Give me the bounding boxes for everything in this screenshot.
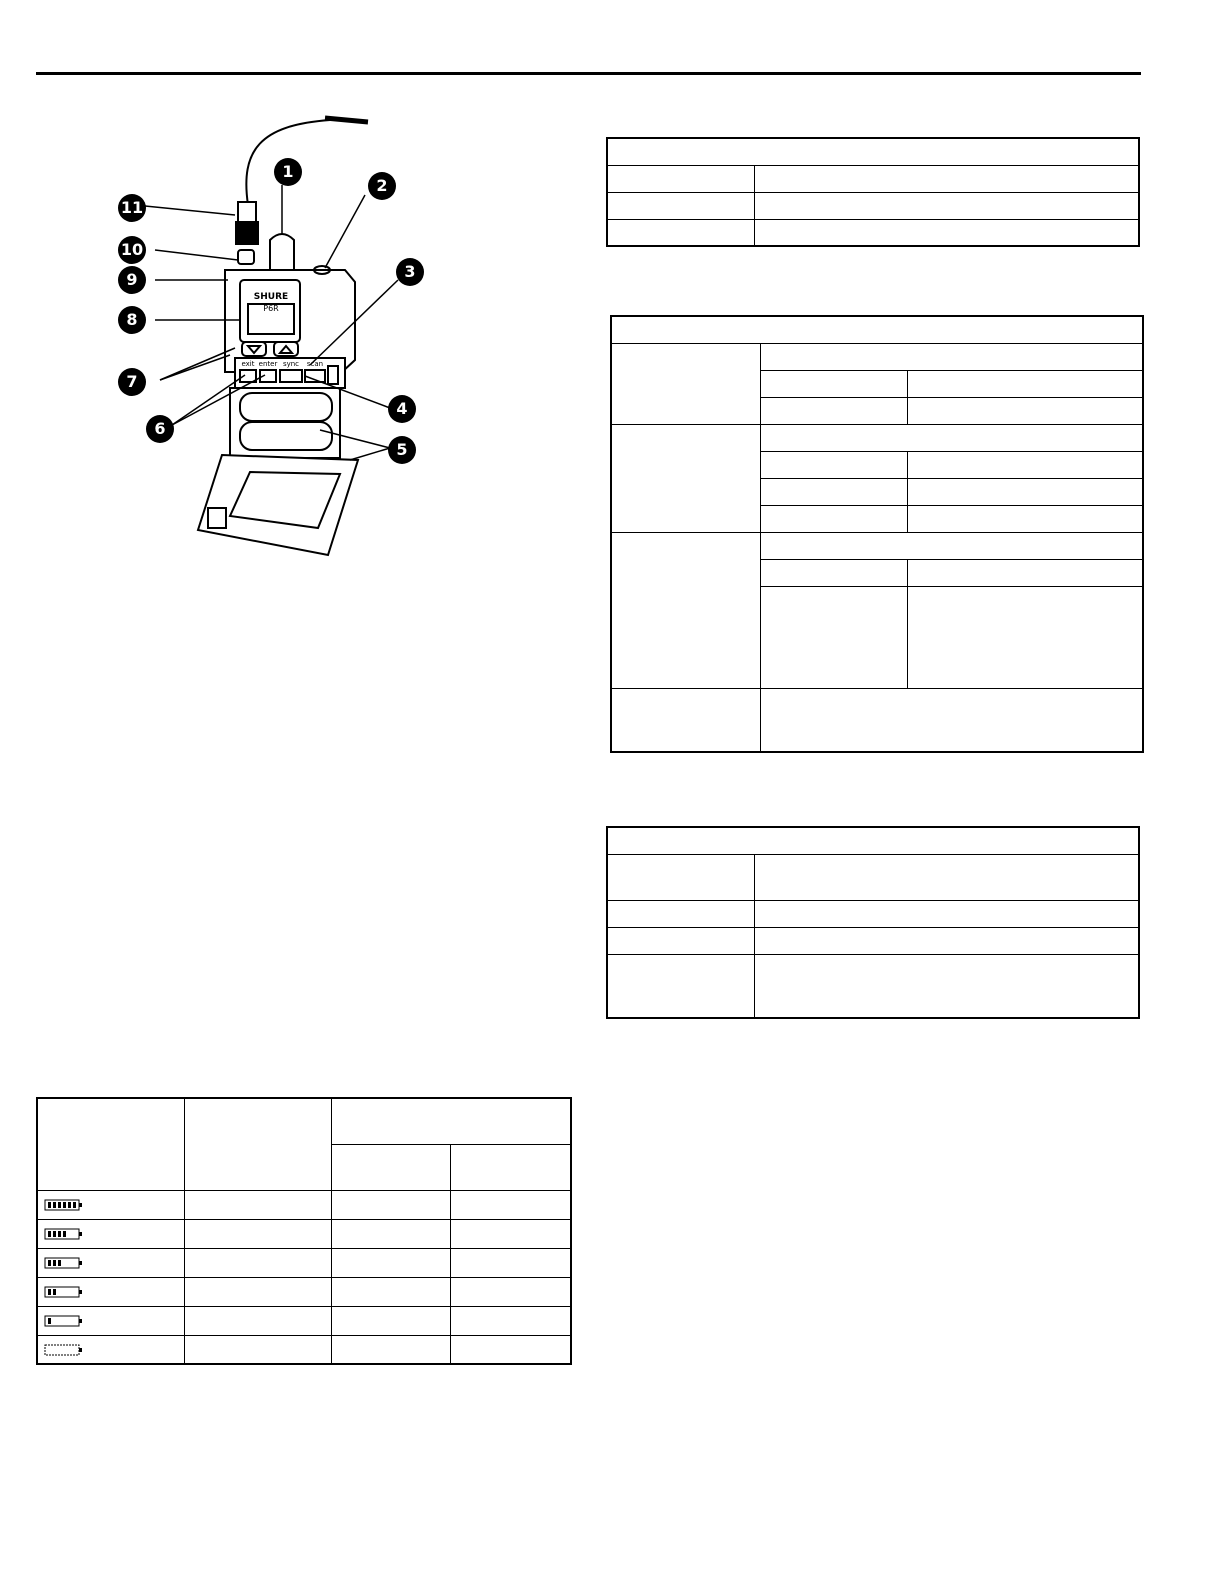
battery-bar [73,1202,76,1208]
table-2 [610,315,1144,753]
battery-level-icon [44,1198,84,1212]
battery-bar [48,1318,51,1324]
battery-bar [53,1260,56,1266]
battery-bar [53,1202,56,1208]
battery-table [36,1097,572,1365]
screen-brand: SHURE [253,292,289,302]
screen-model: P6R [263,304,279,313]
battery-bar [48,1289,51,1295]
callout-3: 3 [396,258,424,286]
callout-8: 8 [118,306,146,334]
table-2-header [611,316,1143,343]
table-1 [606,137,1140,247]
callout-5: 5 [388,436,416,464]
battery-bar [63,1202,66,1208]
button-label-exit: exit [241,360,255,368]
battery-bar [58,1202,61,1208]
battery-row [37,1335,571,1364]
callout-7: 7 [118,368,146,396]
battery-level-icon [44,1227,84,1241]
header-rule [36,72,1141,75]
callout-10: 10 [118,236,146,264]
battery-bar [48,1231,51,1237]
battery-level-icon [44,1285,84,1299]
battery-row [37,1219,571,1248]
battery-bar [63,1231,66,1237]
callout-4: 4 [388,395,416,423]
callout-11: 11 [118,194,146,222]
battery-bar [48,1260,51,1266]
receiver-diagram [110,110,430,580]
callout-2: 2 [368,172,396,200]
table-3-header [607,827,1139,854]
battery-level-icon [44,1343,84,1357]
battery-row [37,1306,571,1335]
battery-bar [53,1289,56,1295]
table-3 [606,826,1140,1019]
battery-bar [58,1231,61,1237]
button-label-sync: sync [282,360,300,368]
battery-row [37,1277,571,1306]
callout-1: 1 [274,158,302,186]
callout-6: 6 [146,415,174,443]
table-1-header [607,138,1139,165]
callout-9: 9 [118,266,146,294]
battery-bar [53,1231,56,1237]
battery-bar [58,1260,61,1266]
button-label-scan: scan [306,360,324,368]
battery-bar [68,1202,71,1208]
battery-row [37,1248,571,1277]
battery-bar [48,1202,51,1208]
button-label-enter: enter [258,360,278,368]
battery-row [37,1190,571,1219]
battery-level-icon [44,1256,84,1270]
battery-level-icon [44,1314,84,1328]
